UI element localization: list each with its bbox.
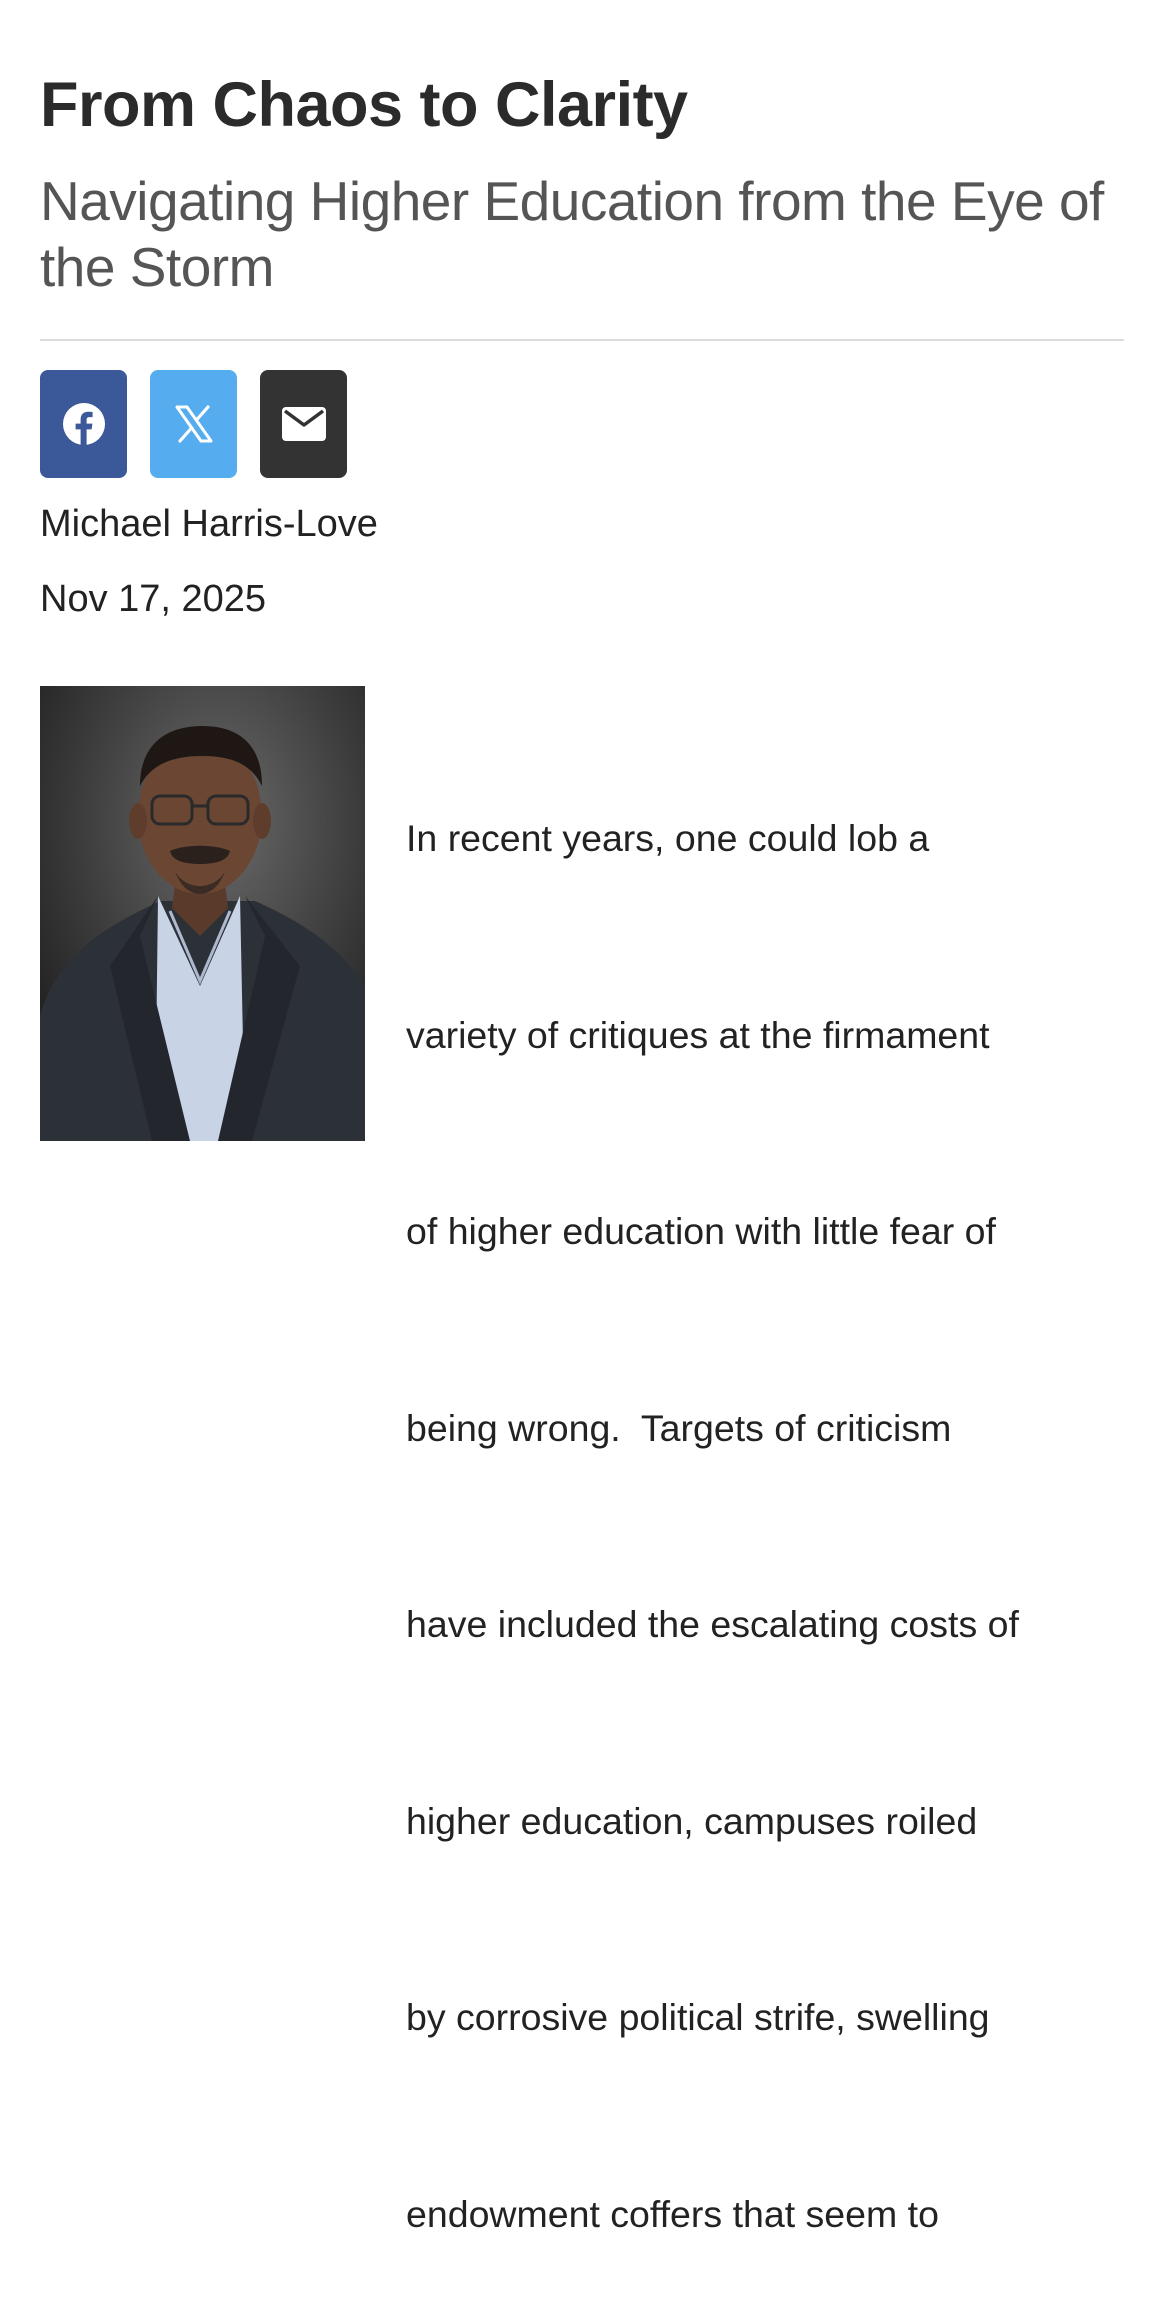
facebook-icon [63,403,105,445]
body-line: of higher education with little fear of [406,1210,996,1252]
author-name: Michael Harris-Love [40,503,378,545]
body-line: endowment coffers that seem to [406,2192,939,2235]
body-line: have included the escalating costs of [406,1603,1019,1645]
divider [40,339,1124,341]
body-line: higher education, campuses roiled [406,1799,978,1842]
article-subtitle: Navigating Higher Education from the Eye of the Storm [40,170,1104,298]
body-line: by corrosive political strife, swelling [406,1996,990,2038]
share-buttons [40,370,347,478]
body-line: variety of critiques at the firmament [406,1013,990,1056]
body-line: In recent years, one could lob a [406,817,930,859]
article-title: From Chaos to Clarity [40,70,688,140]
email-share-button[interactable] [260,370,347,478]
author-photo [40,686,365,1141]
publish-date: Nov 17, 2025 [40,578,267,620]
facebook-share-button[interactable] [40,370,127,478]
envelope-icon [282,407,326,441]
x-share-button[interactable] [150,370,237,478]
body-line: being wrong. Targets of criticism [406,1406,952,1449]
article-body [406,675,1126,2313]
x-icon [175,406,213,442]
